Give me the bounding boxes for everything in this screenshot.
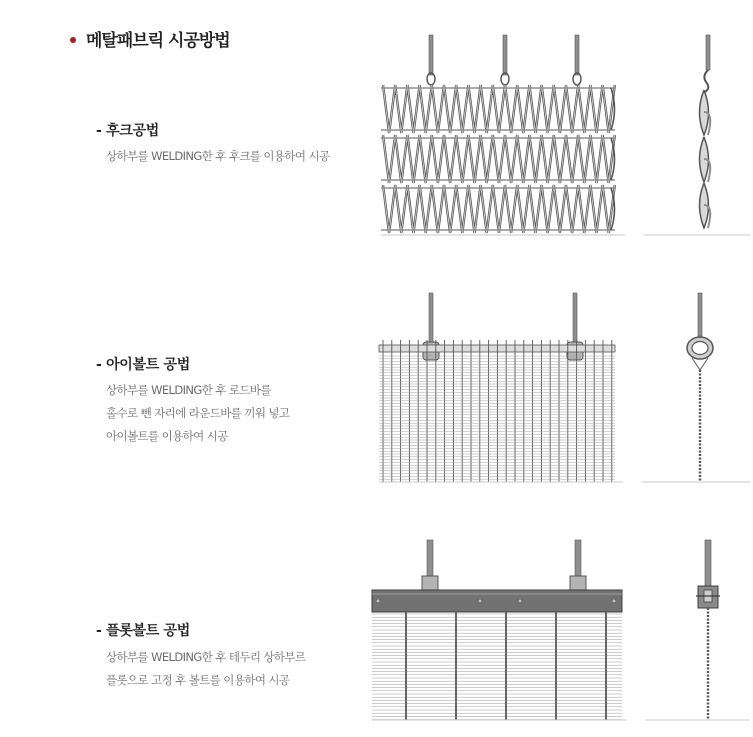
eyebolt-neck [692,358,708,370]
hanging-rod [429,35,433,75]
frame-rivet [518,599,522,603]
hanging-rod [705,540,711,588]
title-bullet [70,37,76,43]
flatbolt-method-title: - 플롯볼트 공법 [96,623,191,639]
flatbolt-method-description [106,646,305,692]
hanging-rod [429,293,433,345]
hook-chain-side-illustration [638,35,753,240]
hook-shape [704,70,708,92]
eyebolt-method-description-line: 상하부를 WELDING한 후 로드바를 [106,383,271,397]
frame-rivet [478,599,482,603]
hook-mesh-front-illustration [375,35,635,240]
bolt-clamp [570,576,586,590]
eyebolt-method-description-line: 홀수로 뺀 자리에 라운드바를 끼워 넣고 [106,406,290,420]
hook-method-title: - 후크공법 [96,123,159,139]
hanging-rod [575,540,581,580]
flatbolt-method-description-line: 플롯으로 고정 후 볼트를 이용하여 시공 [106,673,290,687]
flatbolt-mesh-front-illustration [370,538,632,728]
flatbolt-side-illustration [638,538,753,728]
frame-rivet [612,599,616,603]
top-frame-bar [372,590,622,612]
eyebolt-method-title: - 아이볼트 공법 [96,357,191,373]
round-bar-section [692,342,708,355]
hook-method-description [106,145,330,168]
mesh-spiral-row [383,135,615,183]
mesh-spiral-row [383,85,615,133]
hanging-rod [503,35,507,75]
eyebolt-method-description-line: 아이볼트를 이용하여 시공 [106,429,228,443]
hanging-rod [575,35,579,75]
frame-rivet [376,599,380,603]
hanging-rod [698,293,702,336]
mesh-spiral-row [383,185,615,233]
eyebolt-side-illustration [638,290,753,490]
eyebolt-mesh-front-illustration [375,290,635,490]
eyebolt-method-description [106,379,289,448]
hanging-rod [706,35,710,70]
hook-method-description-line: 상하부를 WELDING한 후 후크를 이용하여 시공 [106,149,330,163]
hanging-rod [427,540,433,580]
page-title: 메탈패브릭 시공방법 [86,31,230,51]
hanging-rod [573,293,577,345]
flatbolt-method-description-line: 상하부를 WELDING한 후 테두리 상하부르 [106,650,306,664]
bolt-clamp [422,576,438,590]
